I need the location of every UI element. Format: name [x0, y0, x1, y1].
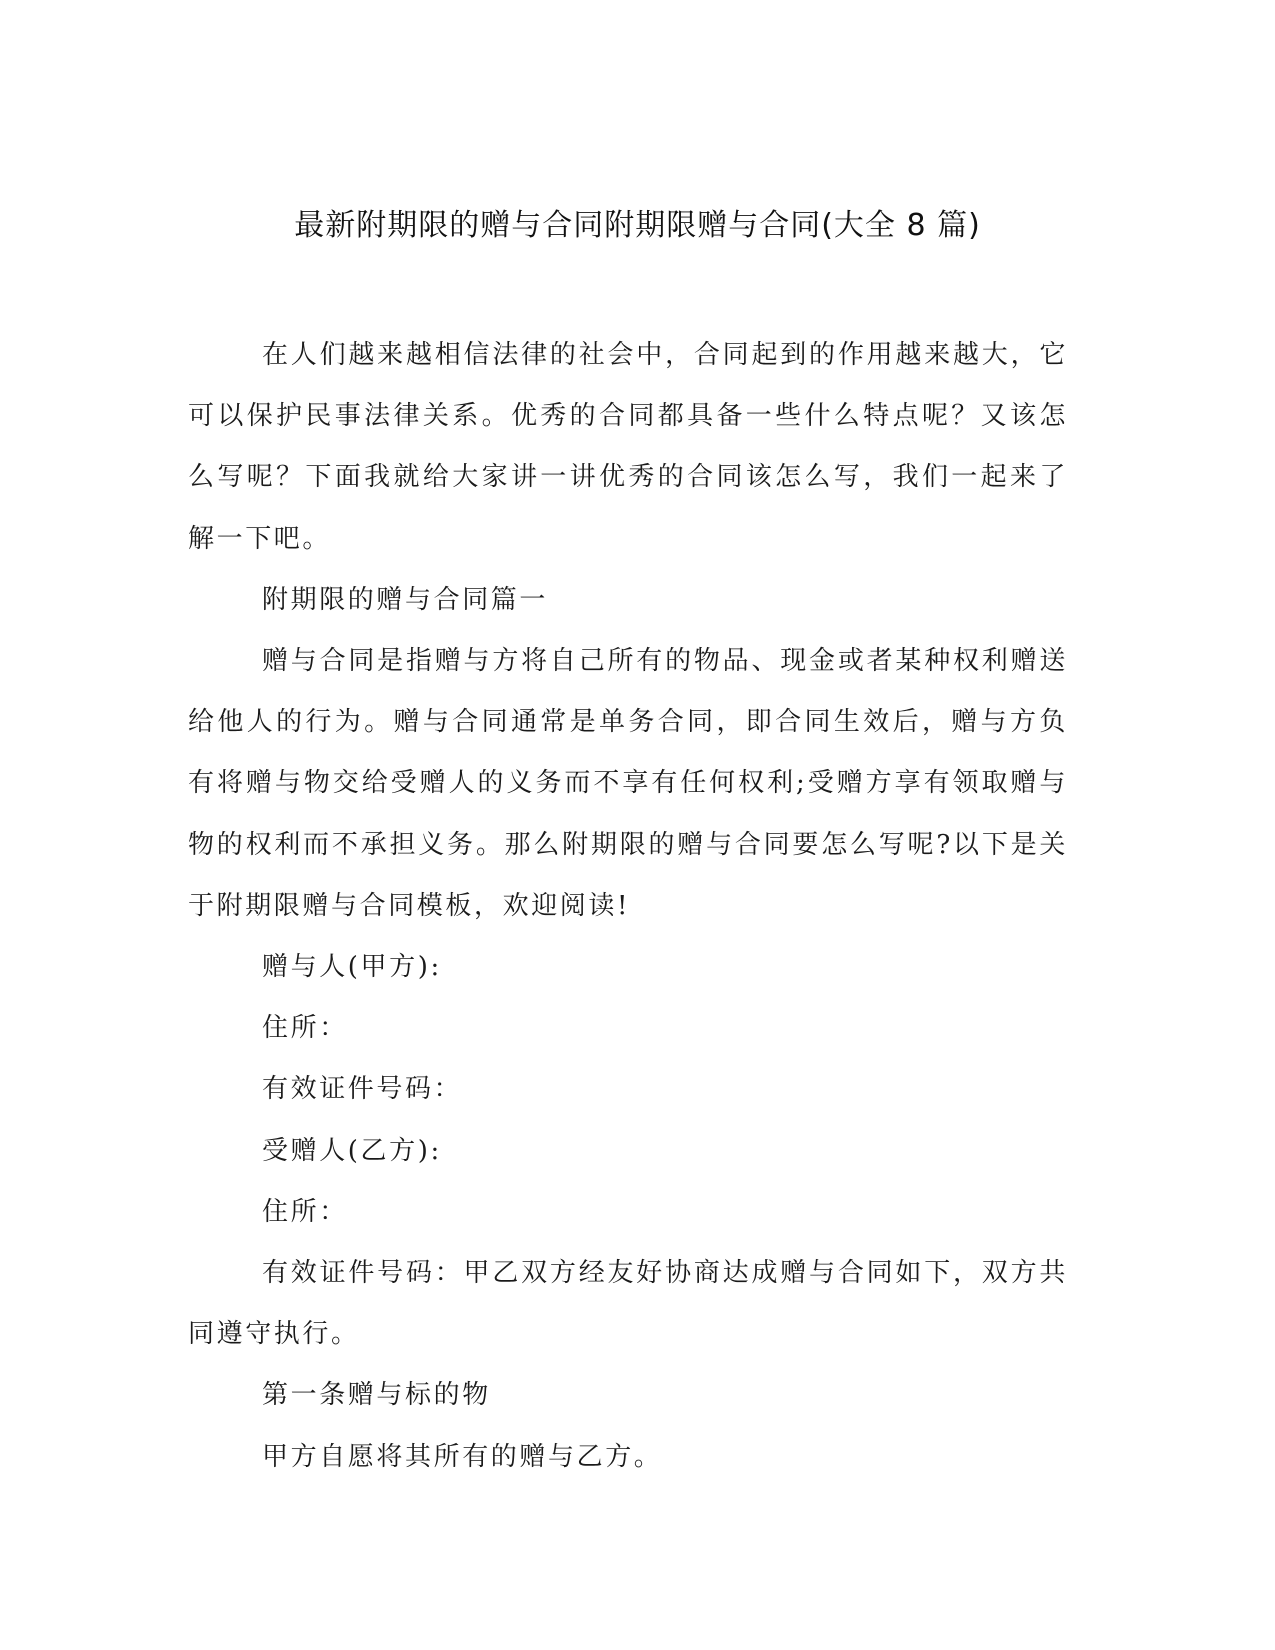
donee-address-field: 住所： [262, 1196, 348, 1227]
donor-field: 赠与人(甲方): [262, 952, 442, 983]
donee-id-field: 有效证件号码：甲乙双方经友好协商达成赠与合同如下，双方共同遵守执行。 [188, 1258, 1068, 1350]
donor-id-field: 有效证件号码： [262, 1074, 463, 1105]
donor-address-field: 住所： [262, 1013, 348, 1044]
donee-field: 受赠人(乙方): [262, 1135, 442, 1166]
article-one-heading: 第一条赠与标的物 [262, 1380, 491, 1411]
document-title: 最新附期限的赠与合同附期限赠与合同(大全 8 篇) [294, 208, 981, 243]
intro-paragraph: 在人们越来越相信法律的社会中，合同起到的作用越来越大，它可以保护民事法律关系。优秀的合同都具备一些什么特点呢？又该怎么写呢？下面我就给大家讲一讲优秀的合同该怎么写，我们一起来了解一下吧。 [188, 340, 1068, 554]
definition-paragraph: 赠与合同是指赠与方将自己所有的物品、现金或者某种权利赠送给他人的行为。赠与合同通常是单务合同，即合同生效后，赠与方负有将赠与物交给受赠人的义务而不享有任何权利;受赠方享有领取赠与物的权利而不承担义务。那么附期限的赠与合同要怎么写呢?以下是关于附期限赠与合同模板，欢迎阅读! [188, 646, 1068, 921]
document-body [188, 325, 1068, 1488]
section-heading-part-one: 附期限的赠与合同篇一 [262, 584, 549, 615]
article-one-text: 甲方自愿将其所有的赠与乙方。 [262, 1441, 663, 1472]
